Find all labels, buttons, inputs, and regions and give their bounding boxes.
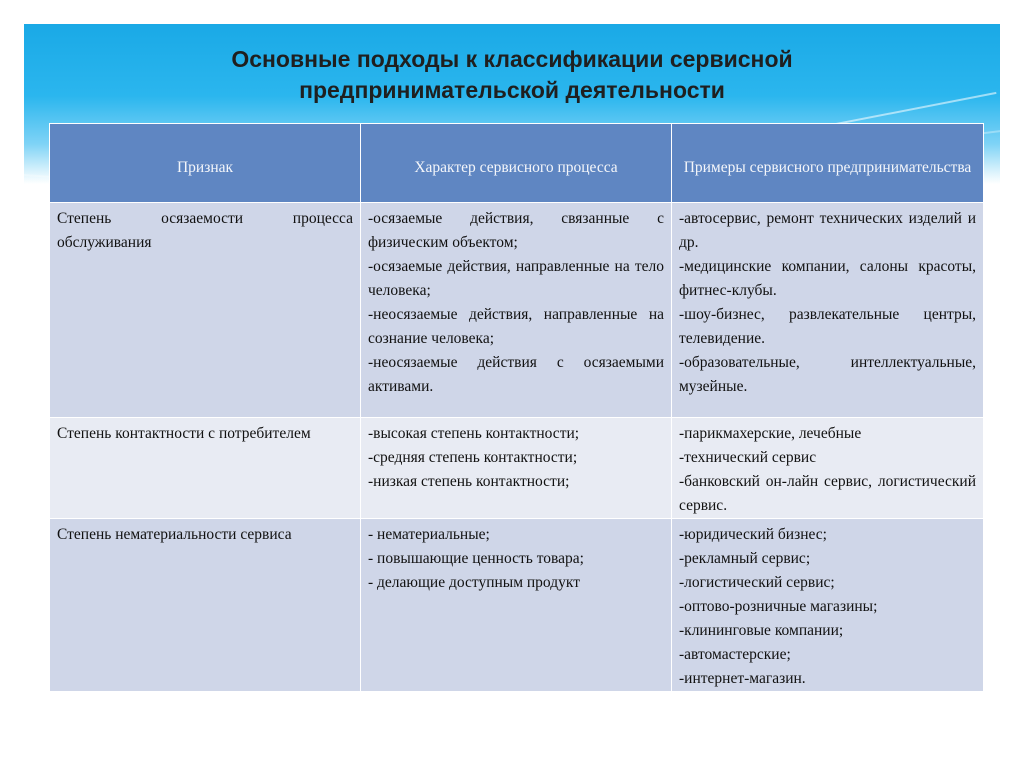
process-item: - повышающие ценность товара; (368, 550, 584, 567)
header-examples: Примеры сервисного предпринимательства (672, 124, 984, 203)
table-row (50, 203, 984, 418)
process-item: -высокая степень контактности; (368, 425, 580, 442)
process-item: -средняя степень контактности; (368, 449, 578, 466)
table-row (50, 519, 984, 692)
table-row (50, 418, 984, 519)
cell-examples (672, 418, 984, 519)
process-item: - нематериальные; (368, 526, 490, 543)
cell-process (361, 203, 672, 418)
example-item: -технический сервис (679, 449, 817, 466)
cell-process (361, 418, 672, 519)
example-item: -рекламный сервис; (679, 550, 811, 567)
slide-title (24, 44, 1000, 106)
title-line-1: Основные подходы к классификации сервисной (231, 46, 793, 72)
example-item: -интернет-магазин. (679, 670, 806, 687)
process-item: - делающие доступным продукт (368, 574, 580, 591)
cell-feature (50, 519, 361, 692)
cell-process (361, 519, 672, 692)
example-item: -юридический бизнес; (679, 526, 827, 543)
example-item: -автомастерские; (679, 646, 791, 663)
header-process: Характер сервисного процесса (361, 124, 672, 203)
example-item: -медицинские компании, салоны красоты, фитнес-клубы. (679, 258, 976, 299)
process-item: -низкая степень контактности; (368, 473, 570, 490)
process-item: -осязаемые действия, направленные на тело человека; (368, 258, 664, 299)
cell-feature (50, 418, 361, 519)
feature-text: Степень нематериальности сервиса (57, 526, 292, 543)
example-item: -автосервис, ремонт технических изделий и др. (679, 210, 976, 251)
header-feature: Признак (50, 124, 361, 203)
example-item: -шоу-бизнес, развлекательные центры, телевидение. (679, 306, 976, 347)
process-item: -неосязаемые действия с осязаемыми активами. (368, 354, 664, 395)
table-header-row (50, 124, 984, 203)
cell-examples (672, 519, 984, 692)
example-item: -оптово-розничные магазины; (679, 598, 878, 615)
cell-examples (672, 203, 984, 418)
example-item: -парикмахерские, лечебные (679, 425, 862, 442)
example-item: -логистический сервис; (679, 574, 835, 591)
example-item: -образовательные, интеллектуальные, музейные. (679, 354, 976, 395)
feature-text: Степень осязаемости процесса обслуживания (57, 210, 353, 251)
example-item: -клининговые компании; (679, 622, 844, 639)
process-item: -неосязаемые действия, направленные на сознание человека; (368, 306, 664, 347)
process-item: -осязаемые действия, связанные с физическим объектом; (368, 210, 664, 251)
classification-table (49, 123, 984, 692)
example-item: -банковский он-лайн сервис, логистический сервис. (679, 473, 976, 514)
title-line-2: предпринимательской деятельности (299, 77, 725, 103)
feature-text: Степень контактности с потребителем (57, 425, 311, 442)
cell-feature (50, 203, 361, 418)
